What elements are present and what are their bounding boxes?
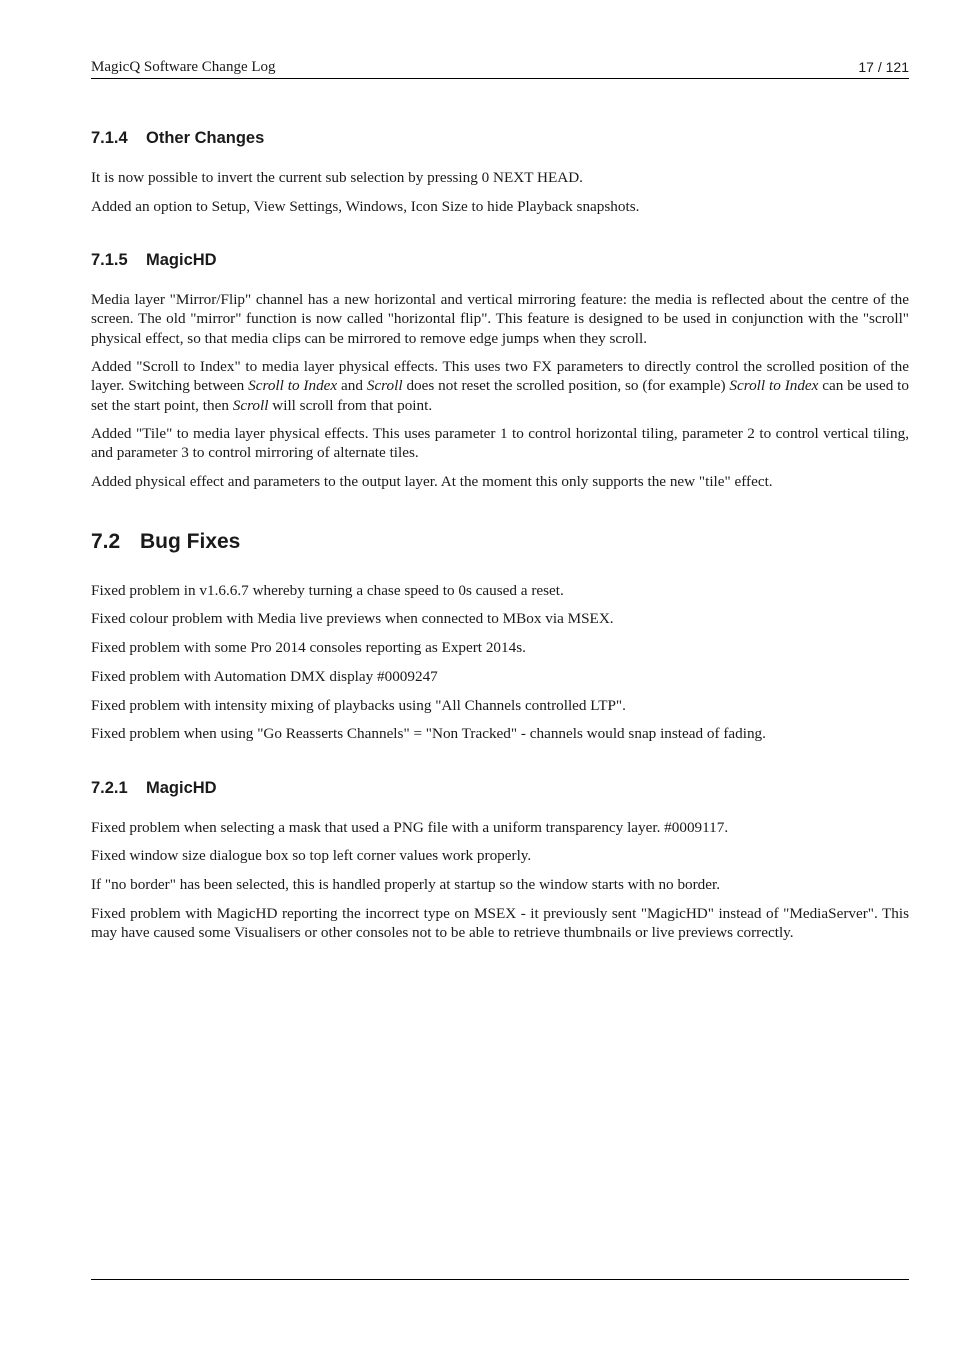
section-number: 7.1.4 [91,129,128,147]
paragraph: Fixed problem when selecting a mask that used a PNG file with a uniform transparency layer. #0009117. [91,819,729,836]
paragraph: Added physical effect and parameters to the output layer. At the moment this only supports the new "tile" effect. [91,473,773,490]
paragraph: It is now possible to invert the current sub selection by pressing 0 NEXT HEAD. [91,169,583,186]
paragraph: Added "Tile" to media layer physical effects. This uses parameter 1 to control horizontal tiling, parameter 2 to control vertical tiling, and parameter 3 to control mirroring of alternate tiles. [91,425,909,462]
section-title: Bug Fixes [140,530,241,553]
paragraph: Fixed problem in v1.6.6.7 whereby turning a chase speed to 0s caused a reset. [91,582,564,599]
page-header [91,58,909,79]
section-number: 7.2.1 [91,779,128,797]
italic-term: Scroll [366,377,403,395]
paragraph: If "no border" has been selected, this is handled properly at startup so the window starts with no border. [91,876,721,893]
section-number: 7.1.5 [91,251,128,269]
document-title: MagicQ Software Change Log [91,59,276,75]
section-title: Other Changes [146,129,265,147]
italic-term: Scroll to Index [729,377,819,395]
section-heading-7-1-4 [91,128,264,148]
section-title: MagicHD [146,251,217,269]
section-heading-7-1-5 [91,250,217,270]
section-heading-7-2-1 [91,778,217,798]
text-run: will scroll from that point. [268,396,433,414]
paragraph: Added an option to Setup, View Settings, Windows, Icon Size to hide Playback snapshots. [91,198,640,215]
paragraph: Fixed problem with intensity mixing of playbacks using "All Channels controlled LTP". [91,697,626,714]
italic-term: Scroll to Index [248,377,338,395]
italic-term: Scroll [232,396,269,414]
section-title: MagicHD [146,779,217,797]
paragraph: Fixed colour problem with Media live previews when connected to MBox via MSEX. [91,610,614,627]
text-run: Added "Scroll to Index" to media layer physical effects. This uses two FX parameters to directly control the scrolled position of the layer. Switching between [91,358,909,395]
section-heading-7-2 [91,529,240,555]
page-number: 17 / 121 [858,59,909,75]
paragraph: Media layer "Mirror/Flip" channel has a new horizontal and vertical mirroring feature: the media is reflected about the centre of the screen. The old "mirror" function is now called "horizontal flip". This feature is designed to be used in conjunction with the "scroll" physical effect, so that media clips can be mirrored to remove edge jumps when they scroll. [91,291,909,347]
footer-divider [91,1279,909,1280]
paragraph: Fixed problem with some Pro 2014 consoles reporting as Expert 2014s. [91,639,526,656]
paragraph-scroll-to-index [91,357,909,415]
paragraph: Fixed problem when using "Go Reasserts Channels" = "Non Tracked" - channels would snap instead of fading. [91,725,766,742]
text-run: does not reset the scrolled position, so (for example) [402,377,730,395]
section-number: 7.2 [91,530,121,553]
text-run: and [337,377,367,395]
paragraph: Fixed window size dialogue box so top left corner values work properly. [91,847,532,864]
text-run: can be used to set the start point, then [91,377,909,414]
paragraph: Fixed problem with Automation DMX display #0009247 [91,668,438,685]
paragraph: Fixed problem with MagicHD reporting the incorrect type on MSEX - it previously sent "MagicHD" instead of "MediaServer". This may have caused some Visualisers or other consoles not to be able to retrieve thumbnails or live previews correctly. [91,905,909,942]
